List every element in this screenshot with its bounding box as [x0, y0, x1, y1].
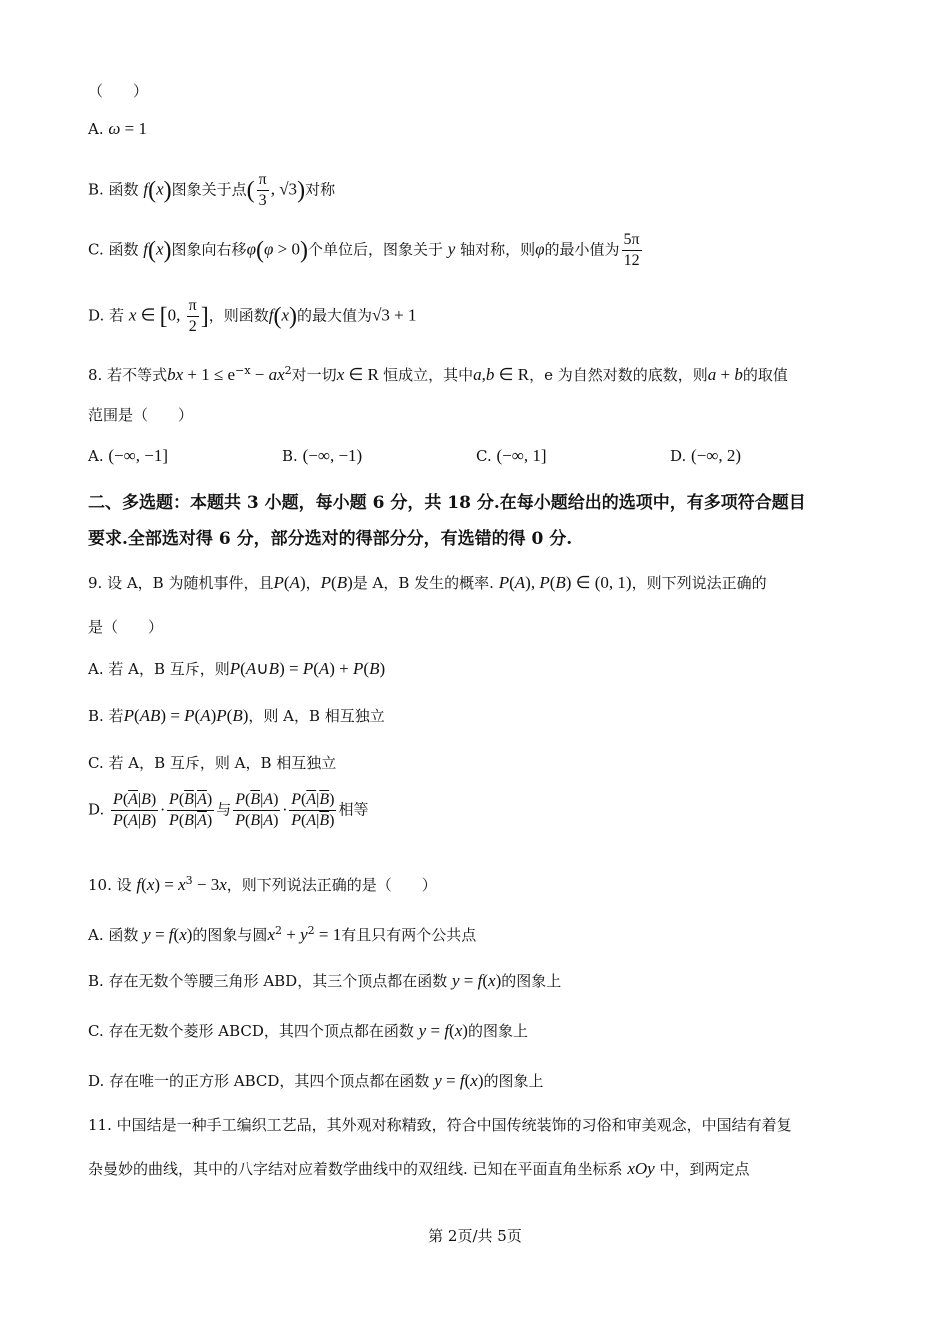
q7-option-d: D. 若 x ∈ [0, $\frac{\pi}{2}$ ]，则函数f(x)的最大值为√3 + 1 [88, 297, 417, 335]
q9-option-b: B. 若P(AB) = P(A)P(B)，则 A，B 相互独立 [88, 706, 385, 725]
q9-option-a: A. 若 A，B 互斥，则P(A∪B) = P(A) + P(B) [88, 659, 386, 678]
q8-option-a: A. (−∞, −1] [88, 446, 169, 465]
q11-line1: 11. 中国结是一种手工编织工艺品，其外观对称精致，符合中国传统装饰的习俗和审美观念，中国结有着复 [88, 1116, 792, 1134]
q7-option-b: B. 函数 f(x)图象关于点( $\frac{\pi}{3}$ , √3)对称 [88, 171, 336, 209]
q7-option-a: A. ω = 1 [88, 119, 147, 138]
q8-option-c: C. (−∞, 1] [476, 446, 547, 465]
q8-stem-line2: 范围是（ ） [88, 406, 194, 424]
q9-option-d: D. $\frac{P(\overline{A}|B)}{P(A|B)}$ · $\frac{P(\overline{B}|\overline{A})}{P(B|\overline{A})}$ 与 $\frac{P(\overline{B}|A)}{P(B|A)}$ · $\frac{P(\overline{A}|\overline{B})}{P(A|\overline{B})}$ 相等 [88, 791, 369, 829]
q8-option-d: D. (−∞, 2) [670, 446, 742, 465]
section2-heading-line2: 要求.全部选对得 6 分，部分选对的得部分分，有选错的得 0 分. [88, 529, 573, 549]
q10-option-a: A. 函数 y = f(x)的图象与圆$x^2 + y^2 = 1$有且只有两个公共点 [88, 924, 477, 944]
q10-option-b: B. 存在无数个等腰三角形 ABD，其三个顶点都在函数 y = f(x)的图象上 [88, 971, 562, 990]
q10-option-d: D. 存在唯一的正方形 ABCD，其四个顶点都在函数 y = f(x)的图象上 [88, 1071, 544, 1090]
q11-line2: 杂曼妙的曲线，其中的八字结对应着数学曲线中的双纽线. 已知在平面直角坐标系 xOy 中，到两定点 [88, 1159, 750, 1178]
q7-option-c: C. 函数 f(x)图象向右移φ(φ > 0)个单位后，图象关于 y 轴对称，则φ的最小值为 $\frac{5\pi}{12}$ [88, 231, 640, 269]
section2-heading-line1: 二、多选题：本题共 3 小题，每小题 6 分，共 18 分.在每小题给出的选项中，有多项符合题目 [88, 493, 806, 513]
q10-stem: 10. 设 $f(x) = x^3 - 3x$，则下列说法正确的是（ ） [88, 874, 437, 894]
q9-stem: 9. 设 A，B 为随机事件，且P(A)，P(B)是 A，B 发生的概率. P(A), P(B) ∈ (0, 1)，则下列说法正确的 [88, 573, 767, 592]
q9-option-c: C. 若 A，B 互斥，则 A，B 相互独立 [88, 754, 337, 772]
q9-stem-line2: 是（ ） [88, 618, 164, 636]
q7-stem-tail: （ ） [88, 82, 149, 100]
q10-option-c: C. 存在无数个菱形 ABCD，其四个顶点都在函数 y = f(x)的图象上 [88, 1021, 528, 1040]
q8-option-b: B. (−∞, −1) [282, 446, 363, 465]
page-footer: 第 2页/共 5页 [428, 1227, 522, 1245]
q8-stem: 8. 若不等式bx + $1 \le e^{-x} - ax^2$对一切x ∈ R 恒成立，其中a,b ∈ R，e 为自然对数的底数，则a + b的取值 [88, 364, 788, 384]
